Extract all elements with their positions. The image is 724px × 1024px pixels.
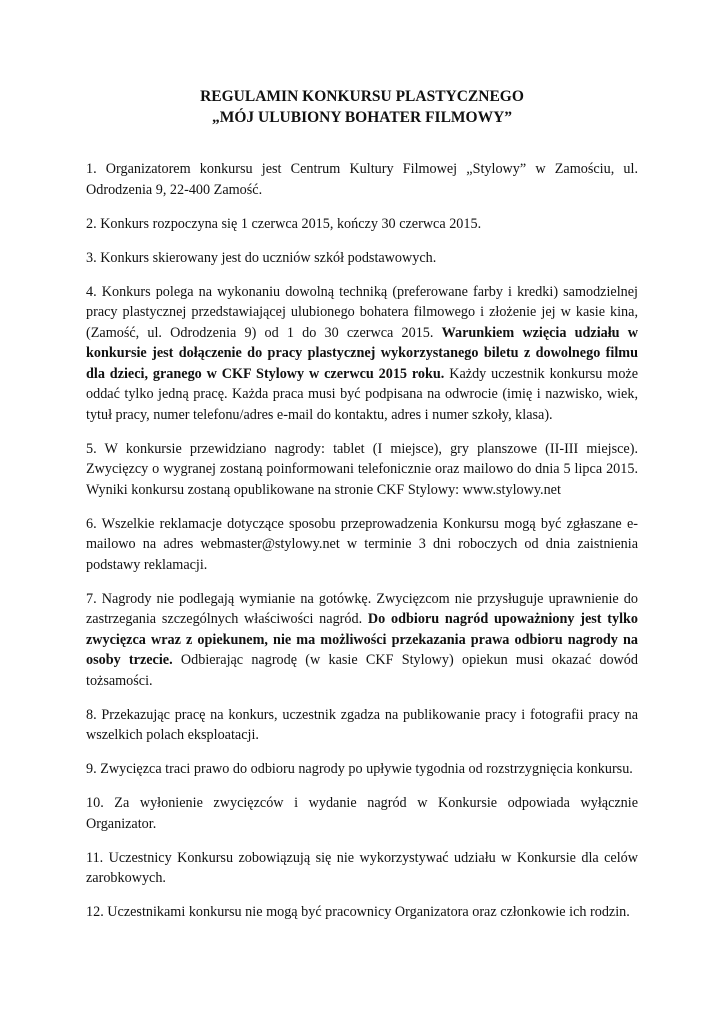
paragraph-3-audience: 3. Konkurs skierowany jest do uczniów szkół podstawowych. [86, 249, 437, 266]
paragraph-1-organizer: 1. Organizatorem konkursu jest Centrum Kultury Filmowej „Stylowy” w Zamościu, ul. Odrodzenia 9, 22-400 Zamość. [86, 161, 638, 198]
paragraph-4-text-a: 4. Konkurs polega na wykonaniu dowolną techniką (preferowane farby i kredki) samodzielnej pracy plastycznej przedstawiającej ulubionego bohatera filmowego i złożenie jej w kasie kina, (Zamość, ul. Odrodzenia 9) od 1 do 30 czerwca 2015. [86, 283, 638, 341]
document-title [86, 86, 638, 128]
title-line-1: REGULAMIN KONKURSU PLASTYCZNEGO [200, 88, 524, 105]
paragraph-2-dates: 2. Konkurs rozpoczyna się 1 czerwca 2015, kończy 30 czerwca 2015. [86, 215, 482, 232]
paragraph-7-condition: Do odbioru nagród upoważniony jest tylko zwycięzca wraz z opiekunem, nie ma możliwości przekazania prawa odbioru nagrody na osoby trzecie. [86, 611, 638, 668]
paragraph-4-condition: Warunkiem wzięcia udziału w konkursie jest dołączenie do pracy plastycznej wykorzystanego biletu z dowolnego filmu dla dzieci, granego w CKF Stylowy w czerwcu 2015 roku. [86, 324, 638, 382]
paragraph-6-complaints: 6. Wszelkie reklamacje dotyczące sposobu przeprowadzenia Konkursu mogą być zgłaszane e-mailowo na adres webmaster@stylowy.net w terminie 3 dni roboczych od dnia zaistnienia podstawy reklamacji. [86, 515, 638, 573]
paragraph-10-organizer-role: 10. Za wyłonienie zwycięzców i wydanie nagród w Konkursie odpowiada wyłącznie Organizator. [86, 795, 638, 832]
paragraph-4-rules [86, 282, 638, 426]
paragraph-7-text-a: 7. Nagrody nie podlegają wymianie na gotówkę. Zwycięzcom nie przysługuje uprawnienie do zastrzegania szczególnych właściwości nagród. [86, 590, 638, 627]
paragraph-5-prizes: 5. W konkursie przewidziano nagrody: tablet (I miejsce), gry planszowe (II-III miejsce). Zwycięzcy o wygranej zostaną poinformowani telefonicznie oraz mailowo do dnia 5 lipca 2015. Wyniki konkursu zostaną opublikowane na stronie CKF Stylowy: www.stylowy.net [86, 440, 638, 498]
paragraph-11-non-commercial: 11. Uczestnicy Konkursu zobowiązują się nie wykorzystywać udziału w Konkursie dla celów zarobkowych. [86, 849, 638, 886]
paragraph-8-publication: 8. Przekazując pracę na konkurs, uczestnik zgadza na publikowanie pracy i fotografii pracy na wszelkich polach eksploatacji. [86, 706, 638, 743]
paragraph-4-text-c: Każdy uczestnik konkursu może oddać tylko jedną pracę. Każda praca musi być podpisana na odwrocie (imię i nazwisko, wiek, tytuł pracy, numer telefonu/adres e-mail do kontaktu, adres i numer szkoły, klasa). [86, 365, 639, 423]
paragraph-7-prize-collection [86, 589, 638, 692]
paragraph-7-text-c: Odbierając nagrodę (w kasie CKF Stylowy) opiekun musi okazać dowód tożsamości. [86, 652, 638, 689]
paragraph-12-exclusions: 12. Uczestnikami konkursu nie mogą być pracownicy Organizatora oraz członkowie ich rodzin. [86, 904, 630, 920]
paragraph-9-deadline: 9. Zwycięzca traci prawo do odbioru nagrody po upływie tygodnia od rozstrzygnięcia konkursu. [86, 761, 633, 777]
title-line-2: „MÓJ ULUBIONY BOHATER FILMOWY” [211, 109, 513, 126]
